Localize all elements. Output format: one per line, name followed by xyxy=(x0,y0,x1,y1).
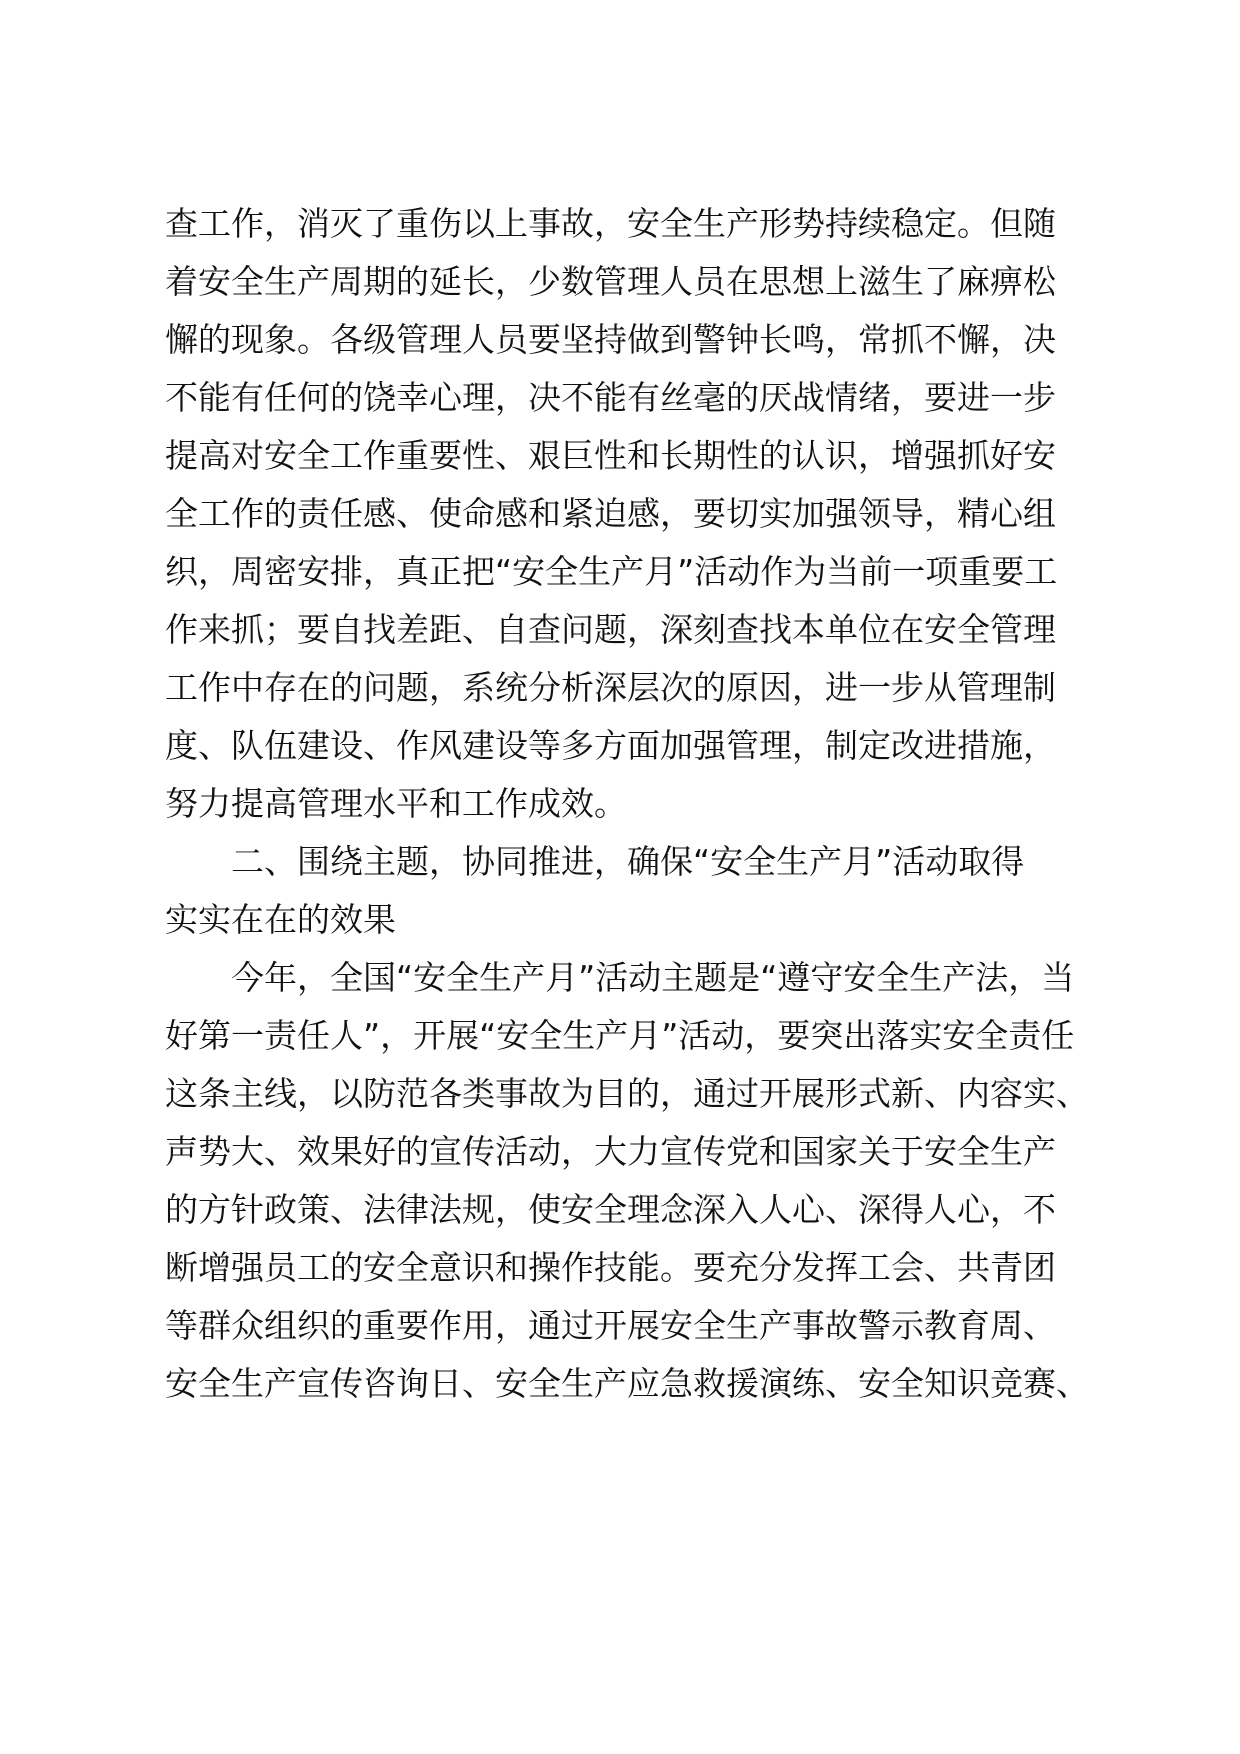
text-line: 查工作，消灭了重伤以上事故，安全生产形势持续稳定。但随 xyxy=(165,204,1056,243)
text-line: 等群众组织的重要作用，通过开展安全生产事故警示教育周、 xyxy=(165,1306,1056,1345)
text-line: 懈的现象。各级管理人员要坚持做到警钟长鸣，常抓不懈，决 xyxy=(165,320,1056,359)
text-line: 的方针政策、法律法规，使安全理念深入人心、深得人心，不 xyxy=(165,1190,1056,1229)
text-line: 安全生产宣传咨询日、安全生产应急救援演练、安全知识竞赛、 xyxy=(165,1364,1089,1403)
text-line: 今年，全国“安全生产月”活动主题是“遵守安全生产法，当 xyxy=(231,958,1075,997)
text-line: 织，周密安排，真正把“安全生产月”活动作为当前一项重要工 xyxy=(165,552,1058,591)
section-heading-line: 实实在在的效果 xyxy=(165,900,396,939)
text-line: 工作中存在的问题，系统分析深层次的原因，进一步从管理制 xyxy=(165,668,1056,707)
text-line: 不能有任何的饶幸心理，决不能有丝毫的厌战情绪，要进一步 xyxy=(165,378,1056,417)
text-line: 努力提高管理水平和工作成效。 xyxy=(165,784,627,823)
text-line: 好第一责任人”，开展“安全生产月”活动，要突出落实安全责任 xyxy=(165,1016,1075,1055)
text-line: 声势大、效果好的宣传活动，大力宣传党和国家关于安全生产 xyxy=(165,1132,1056,1171)
text-line: 度、队伍建设、作风建设等多方面加强管理，制定改进措施， xyxy=(165,726,1056,765)
text-line: 提高对安全工作重要性、艰巨性和长期性的认识，增强抓好安 xyxy=(165,436,1056,475)
text-line: 全工作的责任感、使命感和紧迫感，要切实加强领导，精心组 xyxy=(165,494,1056,533)
section-heading-line: 二、围绕主题，协同推进，确保“安全生产月”活动取得 xyxy=(231,842,1025,881)
text-line: 着安全生产周期的延长，少数管理人员在思想上滋生了麻痹松 xyxy=(165,262,1056,301)
text-line: 这条主线，以防范各类事故为目的，通过开展形式新、内容实、 xyxy=(165,1074,1089,1113)
text-line: 断增强员工的安全意识和操作技能。要充分发挥工会、共青团 xyxy=(165,1248,1056,1287)
text-line: 作来抓；要自找差距、自查问题，深刻查找本单位在安全管理 xyxy=(165,610,1056,649)
